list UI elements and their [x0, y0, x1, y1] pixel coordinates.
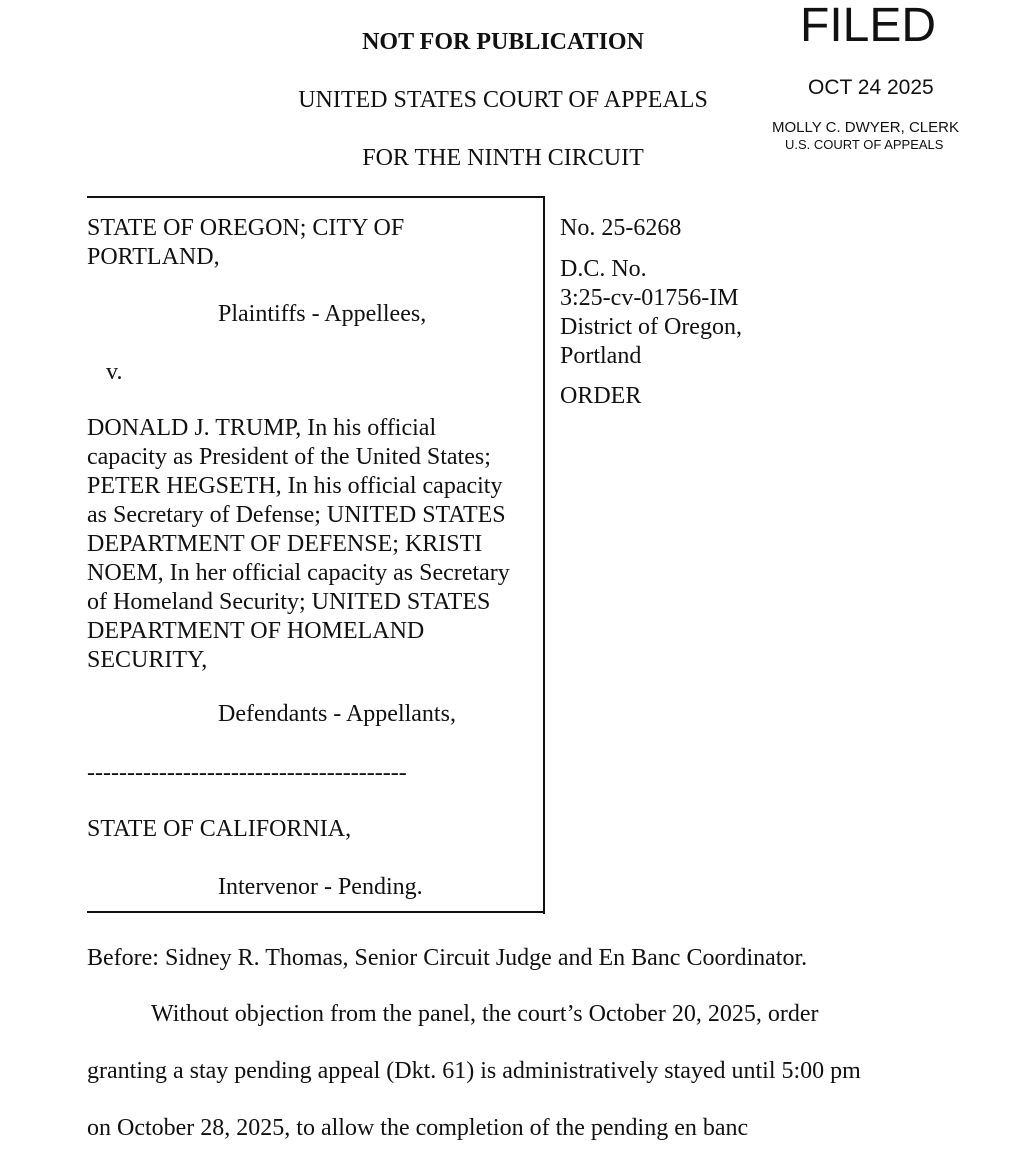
paragraph-line: on October 28, 2025, to allow the completion of the pending en banc: [87, 1115, 749, 1141]
case-number: No. 25-6268: [560, 215, 682, 241]
circuit-name: FOR THE NINTH CIRCUIT: [362, 145, 644, 171]
plaintiffs-line: PORTLAND,: [87, 244, 220, 270]
paragraph-line: Without objection from the panel, the court’s October 20, 2025, order: [151, 1001, 819, 1027]
defendants: [87, 414, 510, 675]
district-court-line: 3:25-cv-01756-IM: [560, 285, 739, 311]
filed-label: FILED: [800, 0, 937, 52]
filed-office: U.S. COURT OF APPEALS: [785, 137, 944, 152]
defendants-line: DONALD J. TRUMP, In his official: [87, 415, 437, 441]
defendants-line: of Homeland Security; UNITED STATES: [87, 589, 491, 615]
district-court-line: Portland: [560, 343, 642, 369]
defendants-role: Defendants - Appellants,: [218, 701, 456, 727]
defendants-line: DEPARTMENT OF DEFENSE; KRISTI: [87, 531, 483, 557]
district-court-line: D.C. No.: [560, 256, 647, 282]
intervenor: STATE OF CALIFORNIA,: [87, 816, 352, 842]
caption-top-rule: [87, 196, 545, 198]
caption-bottom-rule: [87, 911, 545, 913]
court-name: UNITED STATES COURT OF APPEALS: [298, 87, 708, 113]
versus: v.: [106, 359, 123, 385]
caption-divider: ----------------------------------------: [87, 760, 407, 786]
filed-date: OCT 24 2025: [808, 76, 934, 99]
defendants-line: capacity as President of the United States;: [87, 444, 491, 470]
document-type: ORDER: [560, 383, 642, 409]
filed-clerk: MOLLY C. DWYER, CLERK: [772, 119, 959, 136]
paragraph-line: granting a stay pending appeal (Dkt. 61) is administratively stayed until 5:00 pm: [87, 1058, 861, 1084]
publication-note: NOT FOR PUBLICATION: [362, 29, 644, 55]
defendants-line: SECURITY,: [87, 647, 208, 673]
defendants-line: NOEM, In her official capacity as Secretary: [87, 560, 510, 586]
defendants-line: DEPARTMENT OF HOMELAND: [87, 618, 425, 644]
intervenor-role: Intervenor - Pending.: [218, 874, 423, 900]
defendants-line: as Secretary of Defense; UNITED STATES: [87, 502, 506, 528]
plaintiffs: [87, 214, 404, 272]
district-court-info: [560, 255, 742, 371]
plaintiffs-role: Plaintiffs - Appellees,: [218, 301, 427, 327]
order-paragraph: [87, 1000, 987, 1171]
plaintiffs-line: STATE OF OREGON; CITY OF: [87, 215, 405, 241]
district-court-line: District of Oregon,: [560, 314, 742, 340]
defendants-line: PETER HEGSETH, In his official capacity: [87, 473, 503, 499]
before-line: Before: Sidney R. Thomas, Senior Circuit Judge and En Banc Coordinator.: [87, 945, 808, 971]
caption-right-rule: [543, 196, 545, 914]
